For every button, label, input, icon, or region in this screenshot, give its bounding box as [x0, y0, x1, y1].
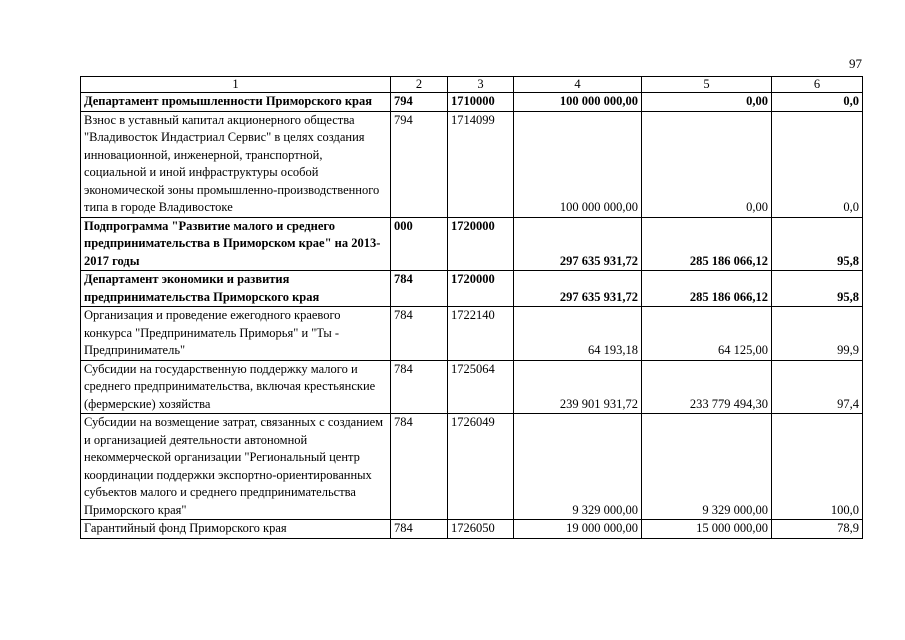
table-row	[81, 414, 863, 520]
row-name: Департамент экономики и развития предпринимательства Приморского края	[81, 271, 391, 307]
row-target-code: 1722140	[448, 307, 514, 361]
table-row	[81, 217, 863, 271]
row-percent: 0,0	[772, 111, 863, 217]
row-target-code: 1720000	[448, 217, 514, 271]
row-admin-code: 784	[391, 271, 448, 307]
row-admin-code: 794	[391, 111, 448, 217]
row-percent: 0,0	[772, 93, 863, 112]
row-fact-amount: 0,00	[642, 111, 772, 217]
row-percent: 100,0	[772, 414, 863, 520]
row-name: Взнос в уставный капитал акционерного общества "Владивосток Индастриал Сервис" в целях создания инновационной, инженерной, транспортной, социальной и иной инфраструктуры особой экономической зоны промышленно-производственного типа в городе Владивостоке	[81, 111, 391, 217]
row-name: Субсидии на государственную поддержку малого и среднего предпринимательства, включая крестьянские (фермерские) хозяйства	[81, 360, 391, 414]
table-row	[81, 307, 863, 361]
row-target-code: 1710000	[448, 93, 514, 112]
row-name: Субсидии на возмещение затрат, связанных с созданием и организацией деятельности автономной некоммерческой организации "Региональный центр координации поддержки экспортно-ориентированных субъектов малого и среднего предпринимательства Приморского края"	[81, 414, 391, 520]
row-name: Департамент промышленности Приморского края	[81, 93, 391, 112]
row-fact-amount: 0,00	[642, 93, 772, 112]
row-fact-amount: 64 125,00	[642, 307, 772, 361]
row-percent: 78,9	[772, 520, 863, 539]
row-fact-amount: 233 779 494,30	[642, 360, 772, 414]
table-row	[81, 271, 863, 307]
row-plan-amount: 239 901 931,72	[514, 360, 642, 414]
row-target-code: 1720000	[448, 271, 514, 307]
column-header: 5	[642, 77, 772, 93]
row-fact-amount: 285 186 066,12	[642, 271, 772, 307]
table-header-row	[81, 77, 863, 93]
row-fact-amount: 15 000 000,00	[642, 520, 772, 539]
row-plan-amount: 19 000 000,00	[514, 520, 642, 539]
row-fact-amount: 285 186 066,12	[642, 217, 772, 271]
row-admin-code: 784	[391, 520, 448, 539]
row-percent: 95,8	[772, 271, 863, 307]
budget-table	[80, 76, 863, 539]
row-admin-code: 784	[391, 307, 448, 361]
page-number: 97	[849, 56, 862, 71]
row-fact-amount: 9 329 000,00	[642, 414, 772, 520]
row-plan-amount: 100 000 000,00	[514, 93, 642, 112]
table-row	[81, 111, 863, 217]
table-row	[81, 93, 863, 112]
row-plan-amount: 100 000 000,00	[514, 111, 642, 217]
row-target-code: 1714099	[448, 111, 514, 217]
column-header: 4	[514, 77, 642, 93]
table-row	[81, 360, 863, 414]
table-row	[81, 520, 863, 539]
row-admin-code: 794	[391, 93, 448, 112]
row-name: Подпрограмма "Развитие малого и среднего предпринимательства в Приморском крае" на 2013-2017 годы	[81, 217, 391, 271]
column-header: 3	[448, 77, 514, 93]
row-percent: 97,4	[772, 360, 863, 414]
row-plan-amount: 297 635 931,72	[514, 271, 642, 307]
row-plan-amount: 297 635 931,72	[514, 217, 642, 271]
row-percent: 95,8	[772, 217, 863, 271]
row-target-code: 1726050	[448, 520, 514, 539]
row-name: Гарантийный фонд Приморского края	[81, 520, 391, 539]
row-target-code: 1725064	[448, 360, 514, 414]
row-percent: 99,9	[772, 307, 863, 361]
row-plan-amount: 9 329 000,00	[514, 414, 642, 520]
row-name: Организация и проведение ежегодного краевого конкурса "Предприниматель Приморья" и "Ты - Предприниматель"	[81, 307, 391, 361]
row-admin-code: 784	[391, 414, 448, 520]
column-header: 2	[391, 77, 448, 93]
row-plan-amount: 64 193,18	[514, 307, 642, 361]
row-admin-code: 784	[391, 360, 448, 414]
column-header: 1	[81, 77, 391, 93]
column-header: 6	[772, 77, 863, 93]
row-admin-code: 000	[391, 217, 448, 271]
row-target-code: 1726049	[448, 414, 514, 520]
